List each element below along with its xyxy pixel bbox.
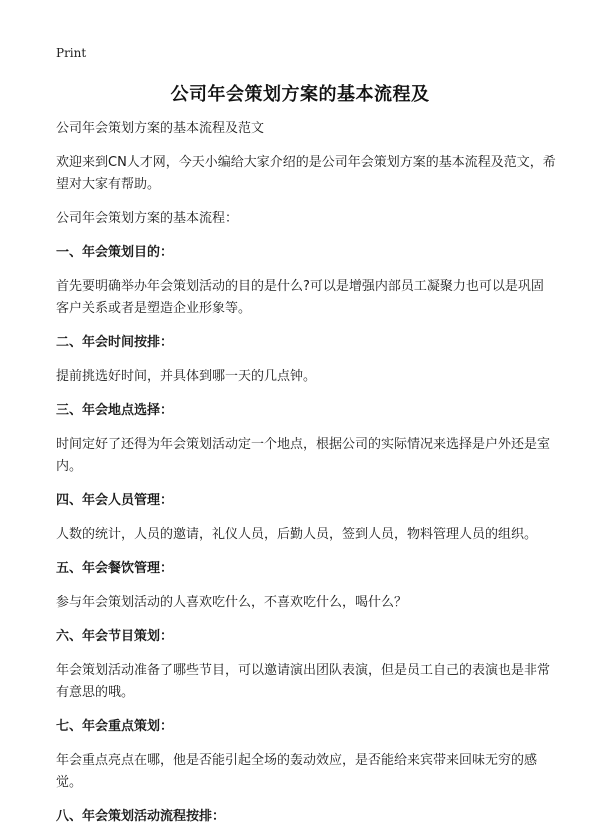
section-heading: 七、年会重点策划：: [56, 719, 174, 734]
section-heading: 六、年会节目策划：: [56, 629, 174, 644]
paragraph: 公司年会策划方案的基本流程及范文: [56, 121, 265, 136]
section-heading: 二、年会时间按排：: [56, 335, 174, 350]
section-heading: 一、年会策划目的：: [56, 245, 174, 260]
paragraph: 人数的统计，人员的邀请，礼仪人员，后勤人员，签到人员，物料管理人员的组织。: [56, 527, 538, 542]
paragraph: 参与年会策划活动的人喜欢吃什么，不喜欢吃什么，喝什么？: [56, 595, 408, 610]
paragraph: 年会重点亮点在哪，他是否能引起全场的轰动效应，是否能给来宾带来回味无穷的感觉。: [56, 753, 538, 790]
section-heading: 三、年会地点选择：: [56, 403, 174, 418]
paragraph: 欢迎来到CN人才网，今天小编给大家介绍的是公司年会策划方案的基本流程及范文，希望对大家有帮助。: [56, 155, 556, 192]
print-link[interactable]: Print: [56, 46, 87, 60]
paragraph: 公司年会策划方案的基本流程：: [56, 211, 239, 226]
page-title: 公司年会策划方案的基本流程及: [170, 84, 430, 105]
section-heading: 八、年会策划活动流程按排：: [56, 809, 226, 824]
paragraph: 提前挑选好时间，并具体到哪一天的几点钟。: [56, 369, 317, 384]
paragraph: 首先要明确举办年会策划活动的目的是什么?可以是增强内部员工凝聚力也可以是巩固客户关系或者是塑造企业形象等。: [56, 279, 544, 316]
paragraph: 时间定好了还得为年会策划活动定一个地点，根据公司的实际情况来选择是户外还是室内。: [56, 437, 551, 474]
article-body: [56, 118, 556, 840]
section-heading: 五、年会餐饮管理：: [56, 561, 174, 576]
section-heading: 四、年会人员管理：: [56, 493, 174, 508]
paragraph: 年会策划活动准备了哪些节目，可以邀请演出团队表演，但是员工自己的表演也是非常有意思的哦。: [56, 663, 551, 700]
